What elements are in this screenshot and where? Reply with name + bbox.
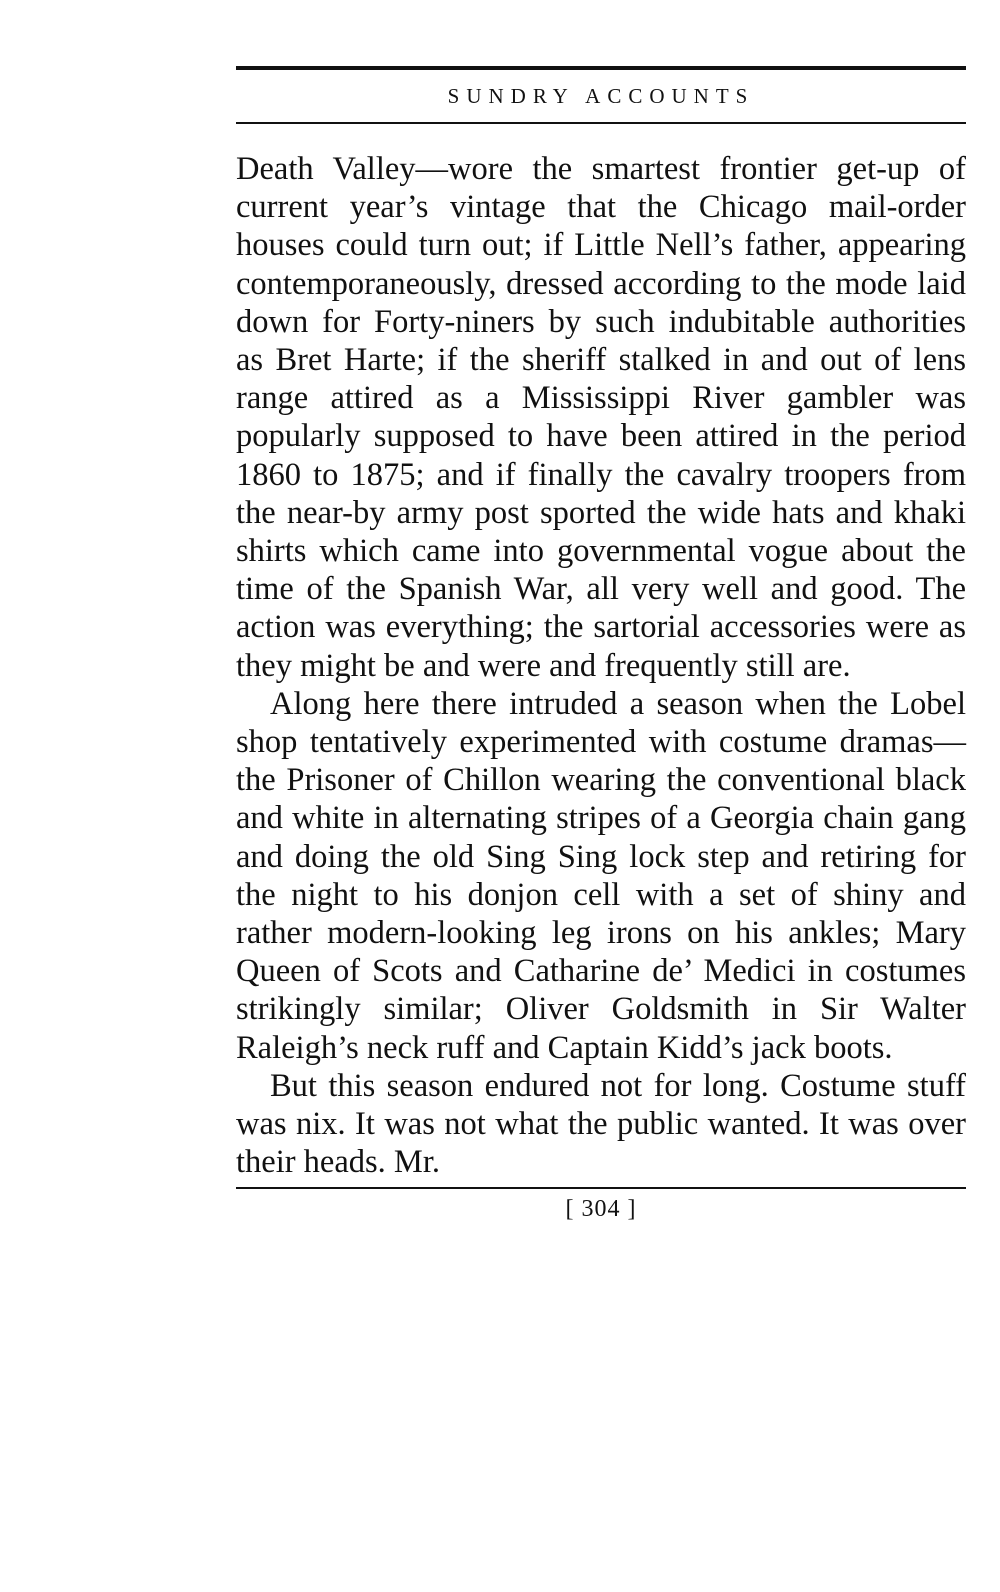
paragraph: Along here there intruded a season when the Lobel shop tentatively experimented with costume dramas—the Prisoner of Chillon wearing the conventional black and white in alternating stripes of a Georgia chain gang and doing the old Sing Sing lock step and retiring for the night to his donjon cell with a set of shiny and rather modern-looking leg irons on his ankles; Mary Queen of Scots and Catharine de’ Medici in costumes strikingly similar; Oliver Goldsmith in Sir Walter Raleigh’s neck ruff and Captain Kidd’s jack boots. (236, 685, 966, 1066)
running-head: SUNDRY ACCOUNTS (447, 84, 755, 108)
paragraph-continued: Death Valley—wore the smartest frontier get-up of current year’s vintage that the Chicago mail-order houses could turn out; if Little Nell’s father, appearing contemporaneously, dressed according to the mode laid down for Forty-niners by such indubitable authorities as Bret Harte; if the sheriff stalked in and out of lens range attired as a Mississippi River gambler was popularly supposed to have been attired in the period 1860 to 1875; and if finally the cavalry troopers from the near-by army post sported the wide hats and khaki shirts which came into governmental vogue about the time of the Spanish War, all very well and good. The action was everything; the sartorial accessories were as they might be and were and frequently still are. (236, 151, 966, 684)
footer-rule (236, 1187, 966, 1189)
paragraph: But this season endured not for long. Costume stuff was nix. It was not what the public wanted. It was over their heads. Mr. (236, 1067, 966, 1181)
header-bottom-rule (236, 122, 966, 124)
book-page (236, 66, 966, 1223)
body-text (236, 150, 966, 1181)
page-number: [ 304 ] (565, 1196, 637, 1223)
